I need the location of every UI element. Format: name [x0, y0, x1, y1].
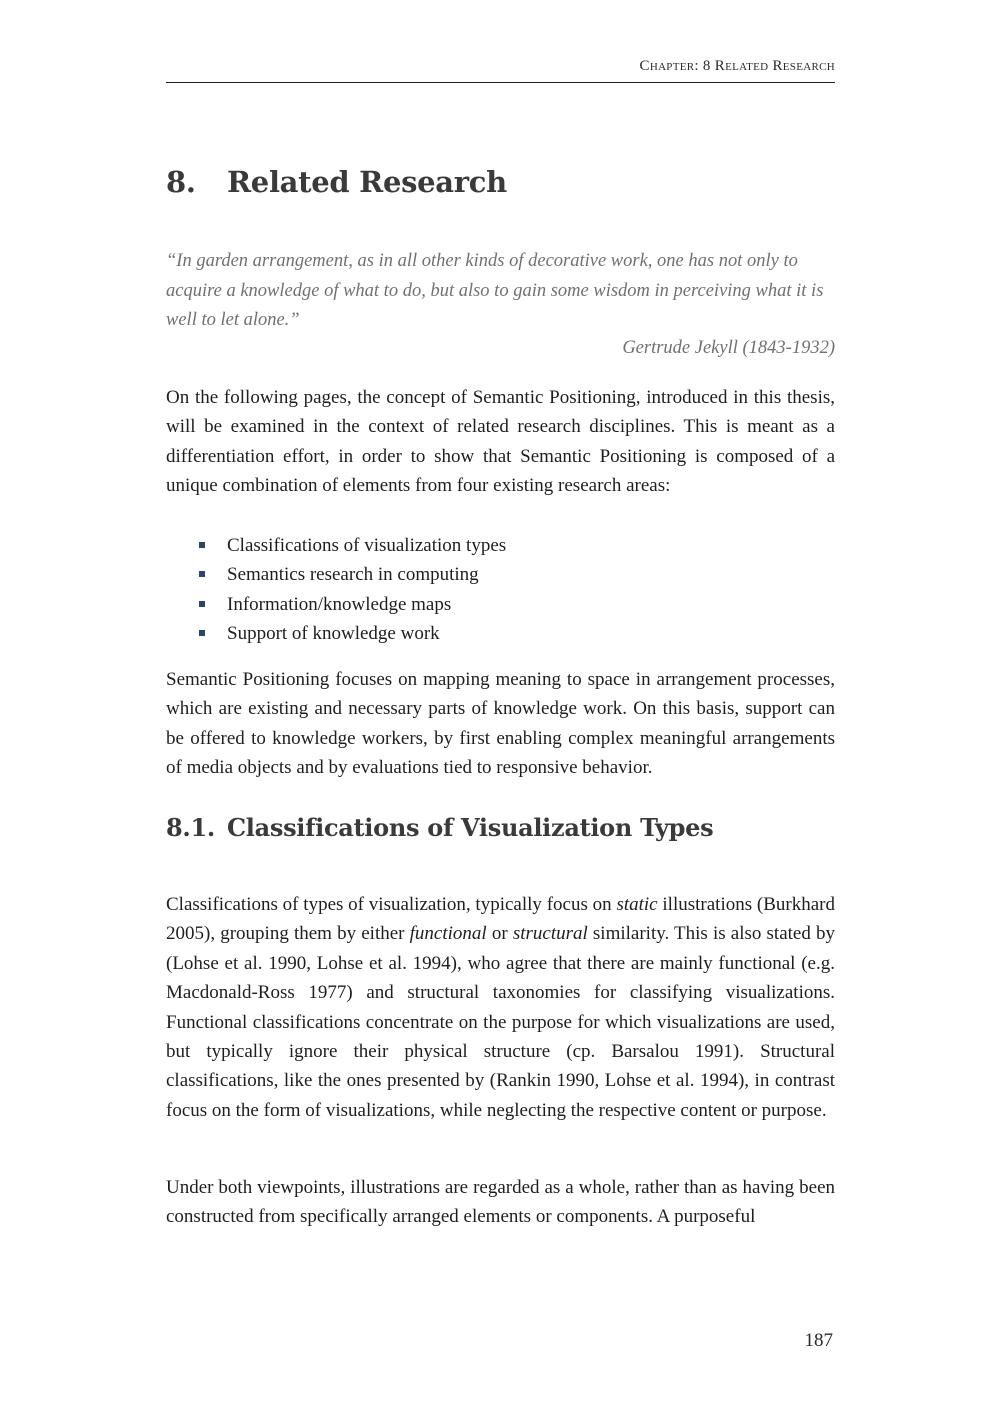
chapter-number: 8.: [166, 165, 196, 199]
research-areas-list: [198, 531, 506, 649]
emphasis-structural: structural: [512, 923, 588, 945]
chapter-heading: [166, 165, 507, 199]
paragraph-text: Classifications of types of visualization, typically focus on: [166, 894, 617, 915]
focus-paragraph: Semantic Positioning focuses on mapping meaning to space in arrangement processes, which are existing and necessary parts of knowledge work. On this basis, support can be offered to knowledge workers, by first enabling complex meaningful arrangements of media objects and by evaluations tied to responsive behavior.: [166, 669, 835, 779]
section-number: 8.1.: [166, 813, 215, 842]
list-item-label: Information/knowledge maps: [227, 593, 452, 615]
paragraph-text: illustrations (Burkhard 2005), grouping them by either: [166, 894, 835, 945]
emphasis-functional: functional: [409, 923, 487, 945]
list-item-label: Semantics research in computing: [227, 564, 479, 586]
paragraph-text: or: [486, 923, 513, 945]
list-item: [198, 590, 506, 619]
header-rule: [166, 82, 835, 83]
intro-paragraph: On the following pages, the concept of Semantic Positioning, introduced in this thesis, will be examined in the context of related research disciplines. This is meant as a differentiation effort, in order to show that Semantic Positioning is composed of a unique combination of elements from four existing research areas:: [166, 387, 835, 497]
chapter-title: Related Research: [227, 165, 507, 199]
section-heading: [166, 813, 713, 842]
list-item: [198, 619, 506, 648]
bullet-square-icon: [199, 601, 205, 607]
bullet-square-icon: [199, 542, 205, 548]
list-item-label: Support of knowledge work: [227, 623, 440, 645]
list-item-label: Classifications of visualization types: [227, 535, 507, 556]
epigraph-quote: “In garden arrangement, as in all other kinds of decorative work, one has not only to acquire a knowledge of what to do, but also to gain some wisdom in perceiving what it is well to let alone.”: [166, 251, 824, 330]
list-item: [198, 560, 506, 589]
bullet-square-icon: [199, 571, 205, 577]
section-paragraph-2: Under both viewpoints, illustrations are regarded as a whole, rather than as having been constructed from specifically arranged elements or components. A purposeful: [166, 1177, 835, 1228]
bullet-square-icon: [199, 630, 205, 636]
epigraph-author: Gertrude Jekyll (1843-1932): [622, 338, 835, 358]
running-header: Chapter: 8 Related Research: [639, 58, 835, 74]
section-title: Classifications of Visualization Types: [227, 813, 714, 842]
emphasis-static: static: [616, 894, 658, 915]
page-number: 187: [804, 1330, 833, 1351]
section-paragraph-1: [166, 890, 835, 1125]
list-item: [198, 531, 506, 560]
paragraph-text: similarity. This is also stated by (Lohse et al. 1990, Lohse et al. 1994), who agree that there are mainly functional (e.g. Macdonald-Ross 1977) and structural taxonomies for classifying visualizations. Functional classifications concentrate on the purpose for which visualizations are used, but typically ignore their physical structure (cp. Barsalou 1991). Structural classifications, like the ones presented by (Rankin 1990, Lohse et al. 1994), in contrast focus on the form of visualizations, while neglecting the respective content or purpose.: [166, 923, 835, 1121]
